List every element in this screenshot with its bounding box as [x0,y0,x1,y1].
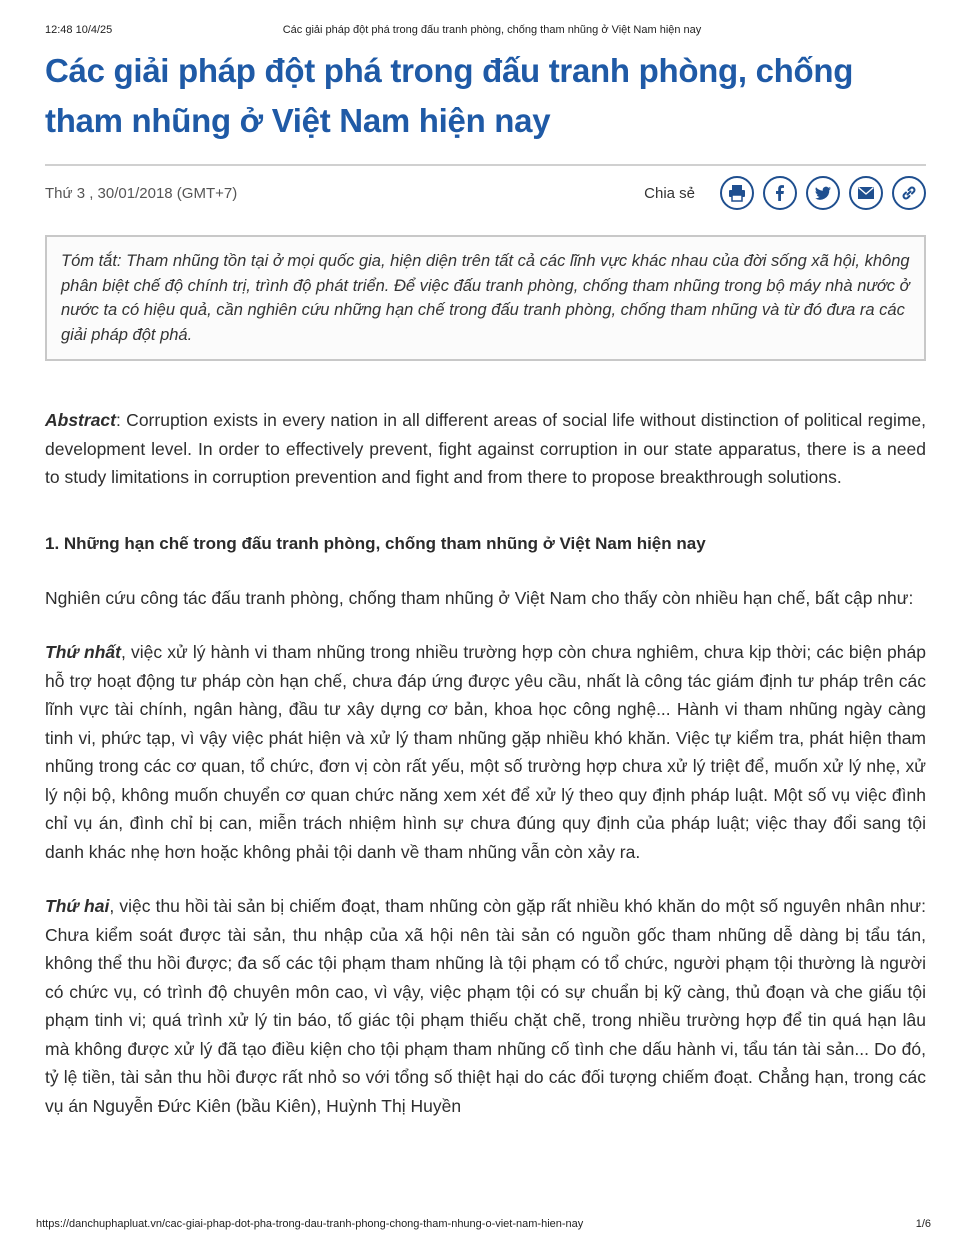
print-page-title: Các giải pháp đột phá trong đấu tranh phòng, chống tham nhũng ở Việt Nam hiện nay [282,24,702,36]
print-header [45,24,939,36]
facebook-icon [770,183,790,203]
print-icon [727,183,747,203]
abstract-text: : Corruption exists in every nation in all different areas of social life without distinction of political regime, development level. In order to effectively prevent, fight against corruption in our state apparatus, there is a need to study limitations in corruption prevention and fight and from there to propose breakthrough solutions. [45,410,926,487]
print-url: https://danchuphapluat.vn/cac-giai-phap-dot-pha-trong-dau-tranh-phong-chong-tham-nhung-o-viet-nam-hien-nay [36,1218,584,1230]
abstract-label: Abstract [45,410,116,430]
twitter-share-button[interactable] [806,176,840,210]
facebook-share-button[interactable] [763,176,797,210]
article-title: Các giải pháp đột phá trong đấu tranh phòng, chống tham nhũng ở Việt Nam hiện nay [45,52,854,139]
second-point-text: , việc thu hồi tài sản bị chiếm đoạt, tham nhũng còn gặp rất nhiều khó khăn do một số nguyên nhân như: Chưa kiểm soát được tài sản, thu nhập của xã hội nên tài sản có nguồn gốc tham nhũng dễ dàng bị tẩu tán, không thể thu hồi được; đa số các tội phạm tham nhũng là tội phạm có tổ chức, người phạm tội thường là người có chức vụ, có trình độ chuyên môn cao, vì vậy, việc phạm tội có sự chuẩn bị kỹ càng, thủ đoạn và che giấu tội phạm tinh vi; quá trình xử lý tin báo, tố giác tội phạm thiếu chặt chẽ, trong nhiều trường hợp để tin quá hạn lâu mà không được xử lý đã tạo điều kiện cho tội phạm tham nhũng cố tình che dấu hành vi, tẩu tán tài sản... Do đó, tỷ lệ tiền, tài sản thu hồi được rất nhỏ so với tổng số thiệt hại do các đối tượng chiếm đoạt. Chẳng hạn, trong các vụ án Nguyễn Đức Kiên (bầu Kiên), Huỳnh Thị Huyền [45,896,926,1116]
share-bar [644,176,926,210]
link-icon [899,183,919,203]
abstract-paragraph [45,406,926,492]
email-icon [856,183,876,203]
share-label: Chia sẻ [644,184,695,202]
section-heading: 1. Những hạn chế trong đấu tranh phòng, chống tham nhũng ở Việt Nam hiện nay [45,533,706,553]
article-date: Thứ 3 , 30/01/2018 (GMT+7) [45,184,238,202]
page-number: 1/6 [915,1218,931,1230]
second-point-paragraph [45,892,926,1120]
summary-box: Tóm tắt: Tham nhũng tồn tại ở mọi quốc gia, hiện diện trên tất cả các lĩnh vực khác nhau của đời sống xã hội, không phân biệt chế độ chính trị, trình độ phát triển. Để việc đấu tranh phòng, chống tham nhũng trong bộ máy nhà nước ở nước ta có hiệu quả, cần nghiên cứu những hạn chế trong đấu tranh phòng, chống tham nhũng và từ đó đưa ra các giải pháp đột phá. [45,235,926,361]
email-share-button[interactable] [849,176,883,210]
print-datetime: 12:48 10/4/25 [45,24,113,36]
intro-paragraph: Nghiên cứu công tác đấu tranh phòng, chống tham nhũng ở Việt Nam cho thấy còn nhiều hạn chế, bất cập như: [45,587,914,608]
copy-link-button[interactable] [892,176,926,210]
first-point-text: , việc xử lý hành vi tham nhũng trong nhiều trường hợp còn chưa nghiêm, chưa kịp thời; các biện pháp hỗ trợ hoạt động tư pháp còn hạn chế, chưa đáp ứng được yêu cầu, nhất là công tác giám định tư pháp trên các lĩnh vực tài chính, ngân hàng, đầu tư xây dựng cơ bản, khoa học công nghệ... Hành vi tham nhũng ngày càng tinh vi, phức tạp, vì vậy việc phát hiện và xử lý tham nhũng gặp nhiều khó khăn. Việc tự kiểm tra, phát hiện tham nhũng trong các cơ quan, tổ chức, đơn vị còn rất yếu, một số trường hợp chưa xử lý triệt để, muốn xử lý nhẹ, xử lý nội bộ, không muốn chuyển cơ quan chức năng xem xét để xử lý theo quy định pháp luật. Một số vụ việc đình chỉ vụ án, đình chỉ bị can, miễn trách nhiệm hình sự chưa đúng quy định của pháp luật; việc thay đổi sang tội danh khác nhẹ hơn hoặc không phải tội danh về tham nhũng vẫn còn xảy ra. [45,642,926,862]
first-point-label: Thứ nhất [45,642,121,662]
print-footer [36,1218,931,1230]
meta-bar [45,164,926,220]
second-point-label: Thứ hai [45,896,110,916]
first-point-paragraph [45,638,926,866]
print-button[interactable] [720,176,754,210]
twitter-icon [813,183,833,203]
article [45,46,926,1120]
